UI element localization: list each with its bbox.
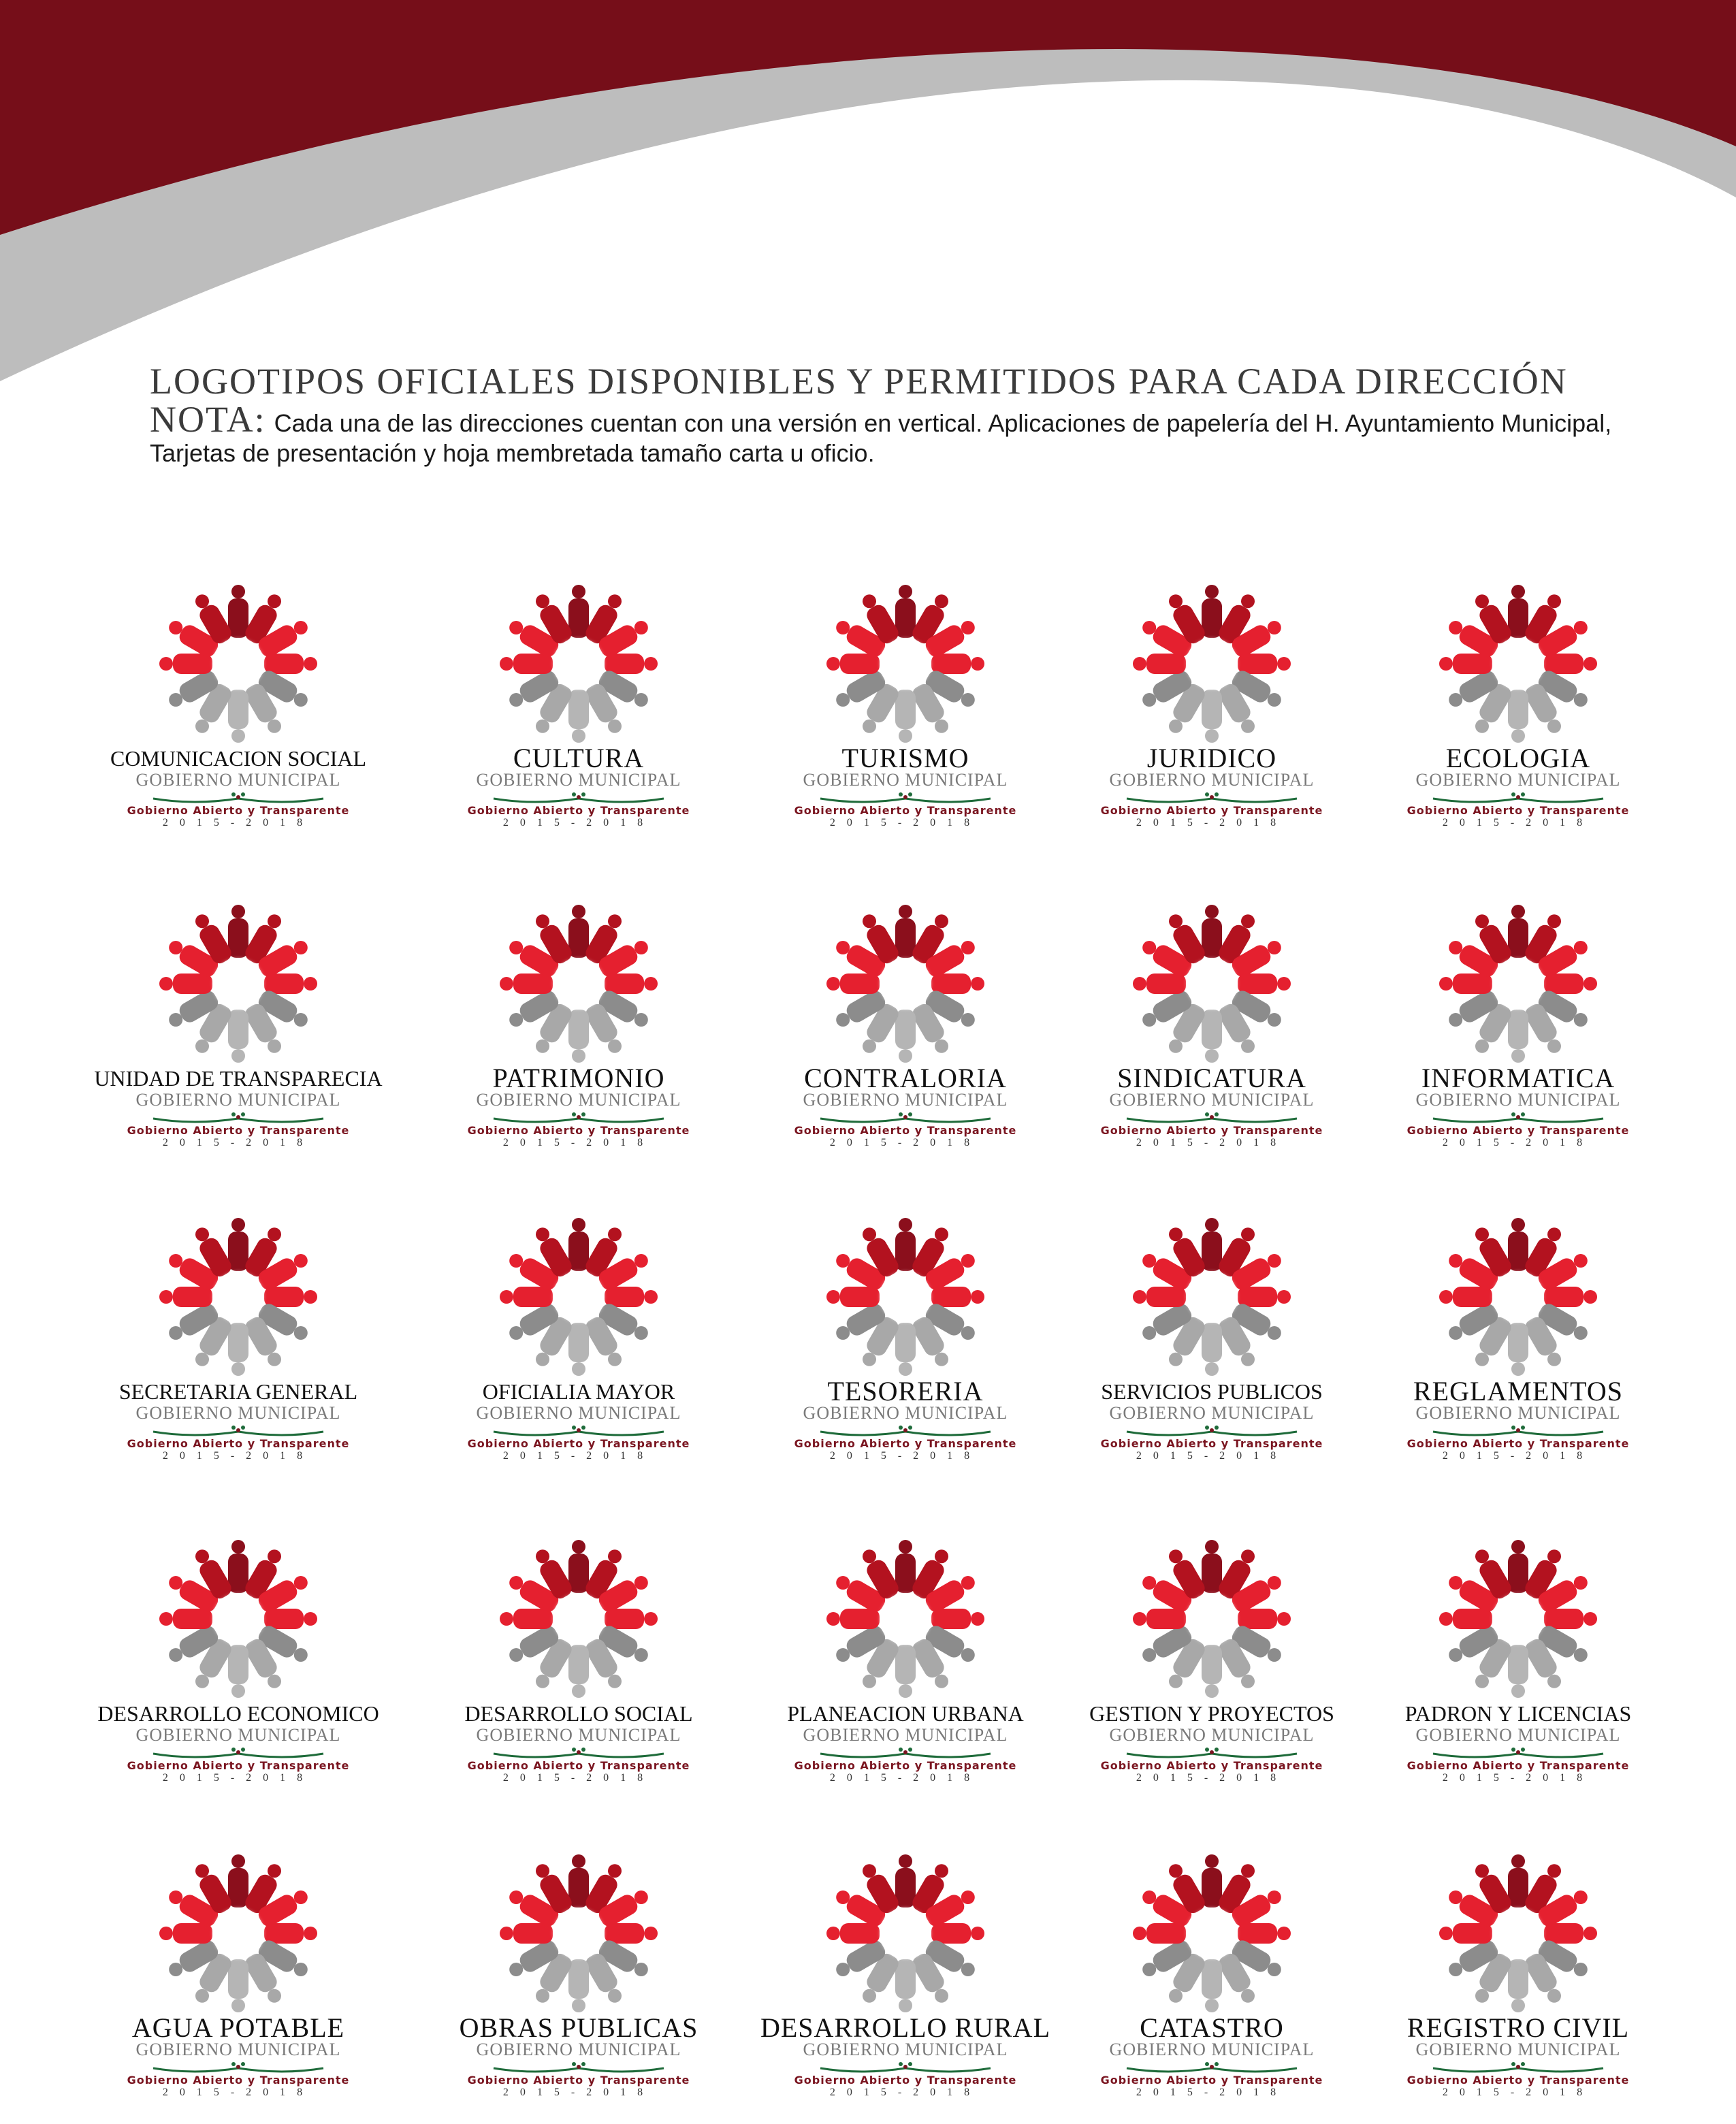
logo-department-name: GESTION Y PROYECTOS [1089,1701,1334,1726]
logo-item [749,1215,1062,1487]
logo-item [1055,1537,1368,1809]
logo-motto: Gobierno Abierto y Transparente [1407,2074,1630,2087]
logo-department-name: ECOLOGIA [1445,743,1591,773]
people-circle-emblem-icon [157,1215,320,1379]
laurel-ornament-icon [814,1423,997,1438]
logo-department-name: PATRIMONIO [492,1063,665,1093]
logo-years: 2015-2018 [829,2087,982,2098]
logo-subtitle: GOBIERNO MUNICIPAL [476,1725,681,1745]
laurel-ornament-icon [1120,1745,1304,1760]
logo-item [749,1852,1062,2124]
logo-subtitle: GOBIERNO MUNICIPAL [476,1090,681,1110]
logo-item [422,902,735,1174]
logo-subtitle: GOBIERNO MUNICIPAL [135,1403,341,1423]
laurel-ornament-icon [487,2060,671,2075]
laurel-ornament-icon [814,1745,997,1760]
people-circle-emblem-icon [824,1852,987,2015]
logo-subtitle: GOBIERNO MUNICIPAL [1109,1403,1315,1423]
logo-item [422,1215,735,1487]
people-circle-emblem-icon [157,902,320,1065]
logo-item [82,1537,395,1809]
people-circle-emblem-icon [824,902,987,1065]
logo-item [749,582,1062,854]
logo-motto: Gobierno Abierto y Transparente [1100,804,1323,817]
logo-motto: Gobierno Abierto y Transparente [467,804,690,817]
people-circle-emblem-icon [1130,1537,1293,1701]
logo-years: 2015-2018 [829,1450,982,1462]
logo-motto: Gobierno Abierto y Transparente [467,1124,690,1137]
logo-motto: Gobierno Abierto y Transparente [1407,1124,1630,1137]
laurel-ornament-icon [146,1745,330,1760]
logo-subtitle: GOBIERNO MUNICIPAL [476,2040,681,2059]
logo-motto: Gobierno Abierto y Transparente [467,1759,690,1772]
laurel-ornament-icon [1426,790,1610,805]
laurel-ornament-icon [487,790,671,805]
logo-years: 2015-2018 [1442,1450,1594,1462]
logo-years: 2015-2018 [162,1772,315,1784]
logo-subtitle: GOBIERNO MUNICIPAL [803,770,1008,790]
logo-department-name: PLANEACION URBANA [787,1701,1024,1726]
logo-motto: Gobierno Abierto y Transparente [1100,1124,1323,1137]
logo-department-name: TURISMO [841,743,969,773]
logo-department-name: SECRETARIA GENERAL [118,1379,358,1404]
logo-subtitle: GOBIERNO MUNICIPAL [803,1725,1008,1745]
logo-department-name: CATASTRO [1140,2012,1284,2043]
people-circle-emblem-icon [1436,1852,1600,2015]
logo-item [82,1852,395,2124]
logo-motto: Gobierno Abierto y Transparente [794,1124,1017,1137]
page-heading [150,359,1613,468]
logo-motto: Gobierno Abierto y Transparente [794,1759,1017,1772]
logo-years: 2015-2018 [1136,1772,1288,1784]
note-label: NOTA: [150,399,266,440]
logo-department-name: JURIDICO [1146,743,1277,773]
logo-item [1362,1537,1675,1809]
logo-item [1055,902,1368,1174]
people-circle-emblem-icon [1436,582,1600,745]
logo-subtitle: GOBIERNO MUNICIPAL [803,1090,1008,1110]
logo-department-name: UNIDAD DE TRANSPARECIA [94,1066,383,1091]
laurel-ornament-icon [1426,1110,1610,1125]
laurel-ornament-icon [1426,2060,1610,2075]
logo-years: 2015-2018 [162,1137,315,1148]
logo-item [1362,1215,1675,1487]
people-circle-emblem-icon [157,1537,320,1701]
logo-years: 2015-2018 [502,1137,655,1148]
logo-motto: Gobierno Abierto y Transparente [794,804,1017,817]
logo-item [1055,1215,1368,1487]
logo-years: 2015-2018 [162,817,315,828]
logo-department-name: REGISTRO CIVIL [1407,2012,1630,2043]
logo-department-name: INFORMATICA [1421,1063,1616,1093]
people-circle-emblem-icon [1130,1852,1293,2015]
logo-department-name: CONTRALORIA [804,1063,1007,1093]
header-band [0,0,1736,395]
laurel-ornament-icon [1426,1423,1610,1438]
logo-item [422,1852,735,2124]
laurel-ornament-icon [1120,790,1304,805]
logo-years: 2015-2018 [1442,1137,1594,1148]
logo-years: 2015-2018 [502,1772,655,1784]
logo-subtitle: GOBIERNO MUNICIPAL [1415,1725,1621,1745]
laurel-ornament-icon [487,1423,671,1438]
logo-motto: Gobierno Abierto y Transparente [1407,1437,1630,1450]
logo-department-name: COMUNICACION SOCIAL [110,746,366,771]
people-circle-emblem-icon [1436,1215,1600,1379]
laurel-ornament-icon [1120,2060,1304,2075]
people-circle-emblem-icon [1436,1537,1600,1701]
logo-subtitle: GOBIERNO MUNICIPAL [1109,2040,1315,2059]
logo-department-name: SINDICATURA [1117,1063,1306,1093]
logo-department-name: PADRON Y LICENCIAS [1404,1701,1632,1726]
logo-item [749,1537,1062,1809]
logo-motto: Gobierno Abierto y Transparente [794,1437,1017,1450]
logo-item [422,582,735,854]
logo-motto: Gobierno Abierto y Transparente [1407,804,1630,817]
laurel-ornament-icon [146,790,330,805]
logo-item [749,902,1062,1174]
laurel-ornament-icon [814,2060,997,2075]
logo-department-name: REGLAMENTOS [1413,1376,1624,1406]
logo-subtitle: GOBIERNO MUNICIPAL [1415,770,1621,790]
laurel-ornament-icon [1426,1745,1610,1760]
logo-years: 2015-2018 [502,817,655,828]
people-circle-emblem-icon [824,582,987,745]
laurel-ornament-icon [487,1110,671,1125]
logo-department-name: DESARROLLO RURAL [760,2012,1051,2043]
logo-subtitle: GOBIERNO MUNICIPAL [135,1725,341,1745]
logo-department-name: DESARROLLO ECONOMICO [97,1701,379,1726]
logo-item [1055,1852,1368,2124]
logo-item [1362,582,1675,854]
people-circle-emblem-icon [824,1215,987,1379]
logo-department-name: DESARROLLO SOCIAL [464,1701,693,1726]
logo-years: 2015-2018 [1442,2087,1594,2098]
logo-years: 2015-2018 [1136,1137,1288,1148]
logo-motto: Gobierno Abierto y Transparente [1100,1759,1323,1772]
people-circle-emblem-icon [497,902,660,1065]
note-text: Cada una de las direcciones cuentan con una versión en vertical. Aplicaciones de papelería del H. Ayuntamiento Municipal, Tarjetas de presentación y hoja membretada tamaño carta u oficio. [150,409,1612,467]
logo-subtitle: GOBIERNO MUNICIPAL [1109,1090,1315,1110]
logo-motto: Gobierno Abierto y Transparente [127,1124,350,1137]
logo-motto: Gobierno Abierto y Transparente [127,804,350,817]
logo-item [82,902,395,1174]
logo-years: 2015-2018 [829,817,982,828]
logo-motto: Gobierno Abierto y Transparente [467,2074,690,2087]
logo-subtitle: GOBIERNO MUNICIPAL [135,1090,341,1110]
logo-motto: Gobierno Abierto y Transparente [1100,2074,1323,2087]
logo-item [422,1537,735,1809]
logo-department-name: CULTURA [513,743,645,773]
logo-subtitle: GOBIERNO MUNICIPAL [135,2040,341,2059]
people-circle-emblem-icon [497,1215,660,1379]
laurel-ornament-icon [146,2060,330,2075]
laurel-ornament-icon [146,1423,330,1438]
people-circle-emblem-icon [157,1852,320,2015]
logo-subtitle: GOBIERNO MUNICIPAL [1109,1725,1315,1745]
logo-item [82,1215,395,1487]
laurel-ornament-icon [146,1110,330,1125]
logo-years: 2015-2018 [502,2087,655,2098]
page-title: LOGOTIPOS OFICIALES DISPONIBLES Y PERMITIDOS PARA CADA DIRECCIÓN [150,361,1568,402]
logo-motto: Gobierno Abierto y Transparente [1100,1437,1323,1450]
logo-department-name: AGUA POTABLE [131,2012,345,2043]
logo-motto: Gobierno Abierto y Transparente [127,1437,350,1450]
logo-years: 2015-2018 [162,2087,315,2098]
people-circle-emblem-icon [157,582,320,745]
logo-subtitle: GOBIERNO MUNICIPAL [1415,1090,1621,1110]
laurel-ornament-icon [1120,1110,1304,1125]
logo-years: 2015-2018 [1442,817,1594,828]
logo-motto: Gobierno Abierto y Transparente [794,2074,1017,2087]
logo-item [1362,902,1675,1174]
logo-subtitle: GOBIERNO MUNICIPAL [1109,770,1315,790]
logo-years: 2015-2018 [162,1450,315,1462]
logo-years: 2015-2018 [1136,817,1288,828]
logo-item [1055,582,1368,854]
logo-years: 2015-2018 [502,1450,655,1462]
people-circle-emblem-icon [497,1537,660,1701]
people-circle-emblem-icon [1130,582,1293,745]
laurel-ornament-icon [1120,1423,1304,1438]
laurel-ornament-icon [487,1745,671,1760]
people-circle-emblem-icon [824,1537,987,1701]
logo-motto: Gobierno Abierto y Transparente [127,1759,350,1772]
logo-department-name: SERVICIOS PUBLICOS [1101,1379,1323,1404]
laurel-ornament-icon [814,1110,997,1125]
people-circle-emblem-icon [1130,902,1293,1065]
logo-item [1362,1852,1675,2124]
logo-motto: Gobierno Abierto y Transparente [1407,1759,1630,1772]
logo-department-name: OBRAS PUBLICAS [459,2012,698,2043]
logo-subtitle: GOBIERNO MUNICIPAL [1415,2040,1621,2059]
people-circle-emblem-icon [497,582,660,745]
logo-years: 2015-2018 [829,1137,982,1148]
logo-motto: Gobierno Abierto y Transparente [467,1437,690,1450]
logo-subtitle: GOBIERNO MUNICIPAL [1415,1403,1621,1423]
logo-years: 2015-2018 [1136,2087,1288,2098]
logo-item [82,582,395,854]
logo-subtitle: GOBIERNO MUNICIPAL [476,1403,681,1423]
note-paragraph [150,399,1613,468]
logo-subtitle: GOBIERNO MUNICIPAL [803,1403,1008,1423]
logo-subtitle: GOBIERNO MUNICIPAL [135,770,341,790]
logo-years: 2015-2018 [829,1772,982,1784]
logo-subtitle: GOBIERNO MUNICIPAL [476,770,681,790]
logo-years: 2015-2018 [1136,1450,1288,1462]
logo-motto: Gobierno Abierto y Transparente [127,2074,350,2087]
people-circle-emblem-icon [1436,902,1600,1065]
laurel-ornament-icon [814,790,997,805]
people-circle-emblem-icon [497,1852,660,2015]
people-circle-emblem-icon [1130,1215,1293,1379]
logo-department-name: TESORERIA [827,1376,984,1406]
logo-subtitle: GOBIERNO MUNICIPAL [803,2040,1008,2059]
logo-department-name: OFICIALIA MAYOR [482,1379,675,1404]
logo-years: 2015-2018 [1442,1772,1594,1784]
